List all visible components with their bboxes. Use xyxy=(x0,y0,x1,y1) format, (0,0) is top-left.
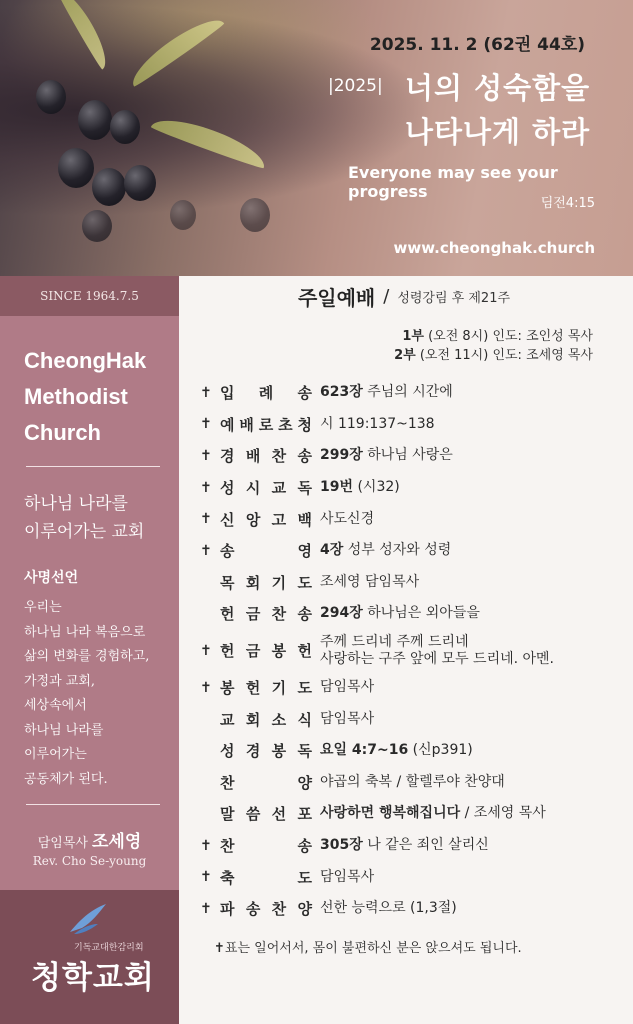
order-item-value xyxy=(320,634,610,668)
worship-order-row xyxy=(200,535,610,567)
order-item-text: 주님의 시간에 xyxy=(362,384,453,401)
hymn-or-reference: 19번 xyxy=(320,479,354,496)
hymn-or-reference: 4장 xyxy=(320,542,344,559)
service-part-label: 2부 xyxy=(394,348,416,363)
divider xyxy=(26,466,160,467)
standing-mark: ✝ xyxy=(200,642,212,659)
order-item-text: 하나님 사랑은 xyxy=(362,447,453,464)
worship-order-row xyxy=(200,377,610,409)
order-item-value xyxy=(320,574,610,591)
order-item-value xyxy=(320,742,610,759)
order-item-label: 신 앙 고 백 xyxy=(220,510,312,529)
divider xyxy=(26,804,160,805)
worship-order-row xyxy=(200,598,610,630)
order-item-label: 예 배 로 초 청 xyxy=(220,415,312,434)
worship-order-row xyxy=(200,861,610,893)
order-item-text: 주께 드리네 주께 드리네 사랑하는 구주 앞에 모두 드리네. 아멘. xyxy=(320,633,555,667)
church-slogan: 하나님 나라를 이루어가는 교회 xyxy=(24,494,145,542)
standing-mark: ✝ xyxy=(200,511,212,528)
order-item-label: 목 회 기 도 xyxy=(220,573,312,592)
service-title: 주일예배 xyxy=(297,285,376,310)
order-item-value xyxy=(320,447,610,464)
mission-statement: 우리는 하나님 나라 복음으로 삶의 변화를 경험하고, 가정과 교회, 세상속에서 하나님 나라를 이루어가는 공동체가 된다. xyxy=(24,600,150,787)
olive-decoration xyxy=(124,165,156,201)
order-item-value xyxy=(320,511,610,528)
worship-order-row xyxy=(200,672,610,704)
order-item-text: 선한 능력으로 (1,3절) xyxy=(320,900,457,917)
order-item-value xyxy=(320,837,610,854)
worship-order-row xyxy=(200,503,610,535)
standing-mark: ✝ xyxy=(200,869,212,886)
pastor-title: 담임목사 xyxy=(37,836,88,851)
standing-mark: ✝ xyxy=(200,384,212,401)
olive-decoration xyxy=(78,100,112,140)
order-item-text: (신p391) xyxy=(408,742,473,759)
verse-reference: 딤전4:15 xyxy=(540,196,595,211)
olive-decoration xyxy=(82,210,112,242)
service-leader-text: (오전 11시) 인도: 조세영 목사 xyxy=(415,348,593,363)
worship-order-row xyxy=(200,440,610,472)
hymn-or-reference: 요일 4:7~16 xyxy=(320,742,409,759)
order-item-label: 말 씀 선 포 xyxy=(220,805,312,824)
order-item-text: 시 119:137~138 xyxy=(320,415,435,432)
order-item-label: 찬 송 xyxy=(220,837,312,856)
standing-mark: ✝ xyxy=(200,679,212,696)
pastor-name: 조세영 xyxy=(91,832,142,852)
dove-icon xyxy=(68,902,108,936)
order-item-value xyxy=(320,869,610,886)
standing-footnote: ✝표는 일어서서, 몸이 불편하신 분은 앉으셔도 됩니다. xyxy=(214,941,522,956)
order-item-text: 담임목사 xyxy=(320,710,375,727)
theme-title-line1: 너의 성숙함을 xyxy=(405,71,591,105)
worship-order-row xyxy=(200,703,610,735)
issue-date: 2025. 11. 2 (62권 44호) xyxy=(369,35,585,55)
standing-mark: ✝ xyxy=(200,416,212,433)
worship-order-row xyxy=(200,472,610,504)
theme-english: Everyone may see your progress xyxy=(348,163,558,201)
order-item-value xyxy=(320,774,610,791)
separator: / xyxy=(383,285,390,307)
worship-order-row xyxy=(200,735,610,767)
order-item-label: 송 영 xyxy=(220,542,312,561)
order-item-text: (시32) xyxy=(353,479,400,496)
order-item-value xyxy=(320,711,610,728)
order-item-text: 사도신경 xyxy=(320,510,375,527)
olive-decoration xyxy=(58,148,94,188)
order-item-label: 파 송 찬 양 xyxy=(220,900,312,919)
worship-order-row xyxy=(200,409,610,441)
theme-title-line2: 나타나게 하라 xyxy=(405,115,591,149)
order-item-value xyxy=(320,679,610,696)
order-item-text: / 조세영 목사 xyxy=(460,805,546,822)
hymn-or-reference: 294장 xyxy=(320,605,363,622)
order-item-label: 찬 양 xyxy=(220,773,312,792)
order-item-label: 입 례 송 xyxy=(220,384,312,403)
order-of-worship xyxy=(200,377,610,925)
standing-mark: ✝ xyxy=(200,837,212,854)
order-item-label: 성 시 교 독 xyxy=(220,479,312,498)
olive-leaf-decoration xyxy=(56,0,114,70)
worship-order-row xyxy=(200,567,610,599)
standing-mark: ✝ xyxy=(200,447,212,464)
olive-decoration xyxy=(170,200,196,230)
worship-order-row xyxy=(200,767,610,799)
church-logo xyxy=(0,890,179,1024)
service-part-label: 1부 xyxy=(402,329,424,344)
worship-order-row xyxy=(200,798,610,830)
order-item-text: 나 같은 죄인 살리신 xyxy=(362,837,489,854)
standing-mark: ✝ xyxy=(200,900,212,917)
order-item-text: 조세영 담임목사 xyxy=(320,573,420,590)
worship-order-row xyxy=(200,630,610,672)
order-item-value xyxy=(320,384,610,401)
worship-order-row xyxy=(200,893,610,925)
order-item-label: 헌 금 찬 송 xyxy=(220,605,312,624)
order-item-label: 축 도 xyxy=(220,868,312,887)
order-item-text: 하나님은 외아들을 xyxy=(362,605,480,622)
year-tag: |2025| xyxy=(328,76,383,96)
order-item-label: 경 배 찬 송 xyxy=(220,447,312,466)
hymn-or-reference: 사랑하면 행복해집니다 xyxy=(320,805,461,822)
order-item-label: 성 경 봉 독 xyxy=(220,742,312,761)
since-badge: SINCE 1964.7.5 xyxy=(0,276,179,316)
church-name-korean: 청학교회 xyxy=(31,960,155,996)
order-item-label: 봉 헌 기 도 xyxy=(220,679,312,698)
olive-decoration xyxy=(240,198,270,232)
mission-heading: 사명선언 xyxy=(24,570,79,586)
olive-leaf-decoration xyxy=(125,10,225,88)
church-url[interactable]: www.cheonghak.church xyxy=(393,239,595,257)
service-leaders xyxy=(394,327,593,365)
service-subtitle: 성령강림 후 제21주 xyxy=(397,290,511,306)
hymn-or-reference: 299장 xyxy=(320,447,363,464)
standing-mark: ✝ xyxy=(200,542,212,559)
sidebar xyxy=(0,316,179,890)
order-item-label: 교 회 소 식 xyxy=(220,710,312,729)
order-item-value xyxy=(320,479,610,496)
order-item-label: 헌 금 봉 헌 xyxy=(220,642,312,661)
worship-order-row xyxy=(200,830,610,862)
service-header xyxy=(179,276,629,316)
order-item-value xyxy=(320,416,610,433)
olive-leaf-decoration xyxy=(150,110,270,170)
olive-decoration xyxy=(36,80,66,114)
order-item-value xyxy=(320,605,610,622)
order-item-text: 담임목사 xyxy=(320,868,375,885)
olive-decoration xyxy=(110,110,140,144)
order-item-text: 야곱의 축복 / 할렐루야 찬양대 xyxy=(320,773,505,790)
leader-second-service xyxy=(394,346,593,365)
pastor-name-english: Rev. Cho Se-young xyxy=(32,854,147,868)
pastor-info xyxy=(0,827,179,852)
standing-mark: ✝ xyxy=(200,479,212,496)
order-item-value xyxy=(320,900,610,917)
church-name-english: CheongHak Methodist Church xyxy=(24,348,147,445)
header-banner xyxy=(0,0,633,276)
order-item-value xyxy=(320,542,610,559)
hymn-or-reference: 623장 xyxy=(320,384,363,401)
leader-first-service xyxy=(394,327,593,346)
olive-decoration xyxy=(92,168,126,206)
order-item-value xyxy=(320,805,610,822)
service-leader-text: (오전 8시) 인도: 조인성 목사 xyxy=(423,329,593,344)
hymn-or-reference: 305장 xyxy=(320,837,363,854)
order-item-text: 담임목사 xyxy=(320,679,375,696)
order-item-text: 성부 성자와 성령 xyxy=(343,542,452,559)
denomination-label: 기독교대한감리회 xyxy=(74,943,144,953)
